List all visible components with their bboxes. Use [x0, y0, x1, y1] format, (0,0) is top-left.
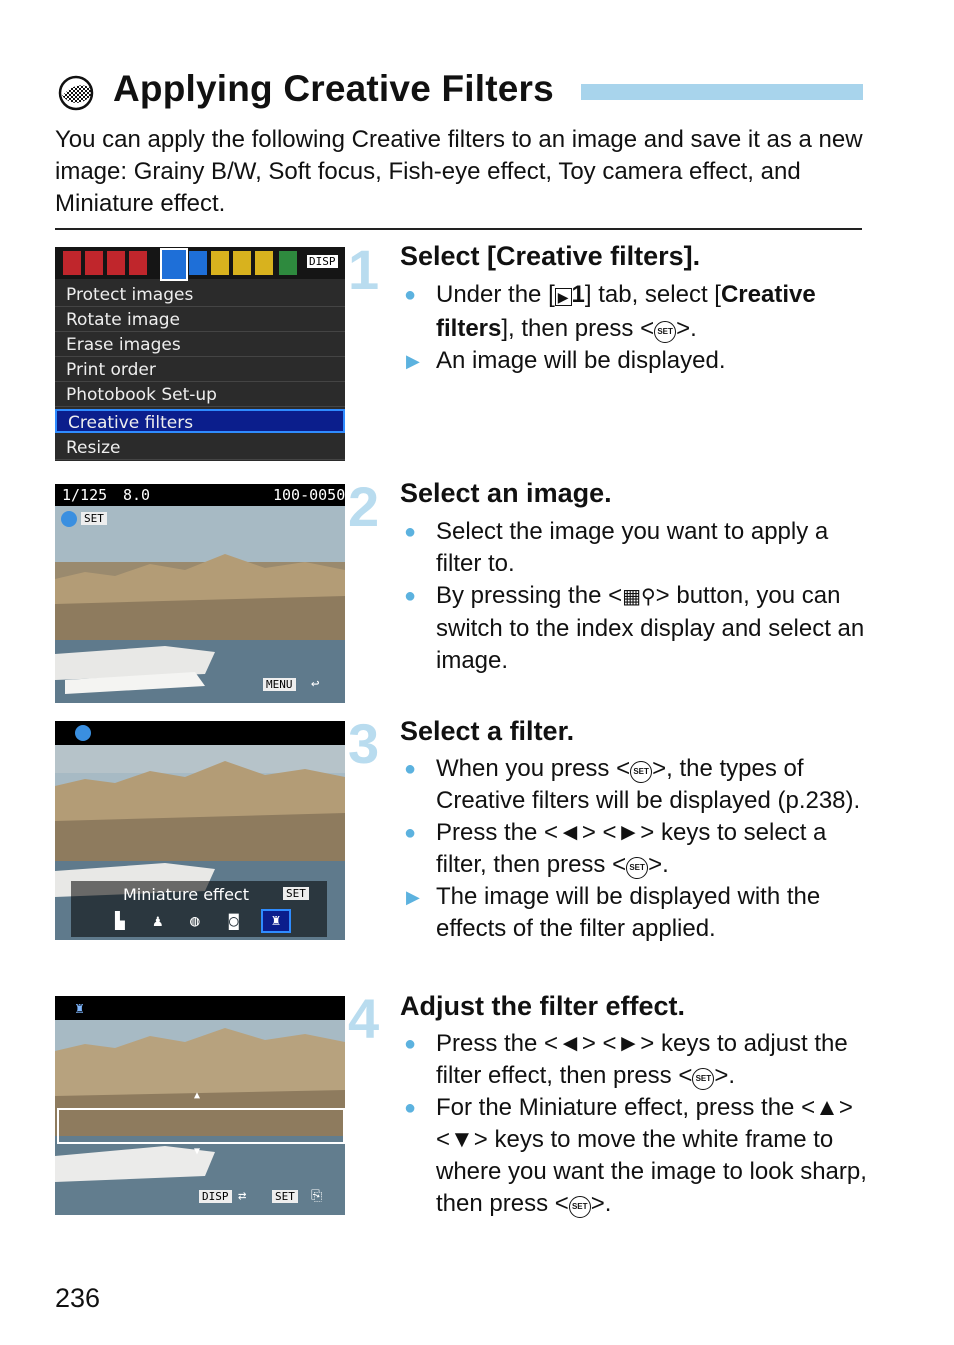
index-magnify-icon: ▦⚲ — [622, 586, 656, 608]
step-number: 3 — [348, 712, 380, 775]
list-item: ● Press the <◄> <►> keys to adjust the filter effect, then press < SET >. — [404, 1030, 848, 1089]
menu-item-protect-images: Protect images — [55, 283, 345, 307]
menu-item-rotate-image: Rotate image — [55, 308, 345, 332]
right-key-icon: ► — [616, 1030, 641, 1057]
list-item: ● Press the <◄> <►> keys to select a filter, then press < SET >. — [404, 819, 827, 878]
playback-tab-icon — [189, 251, 207, 275]
bullet-icon: ● — [404, 1033, 417, 1055]
disp-badge: DISP — [309, 255, 336, 268]
step-number: 4 — [348, 987, 380, 1050]
playback-icon: ▶ — [555, 288, 572, 306]
down-arrow-icon: ▼ — [194, 1146, 201, 1157]
page-title: Applying Creative Filters — [113, 68, 554, 109]
set-button-icon: SET — [626, 857, 648, 879]
page-number: 236 — [55, 1283, 101, 1313]
menu-item-erase-images: Erase images — [55, 333, 345, 357]
disp-badge: DISP — [199, 1190, 232, 1203]
grainy-bw-icon: ▙ — [115, 911, 125, 930]
file-number: 100-0050 — [273, 486, 345, 504]
my-menu-tab-icon — [279, 251, 297, 275]
setup-tab-icon — [233, 251, 251, 275]
toy-camera-icon: ◙ — [229, 911, 239, 930]
bullet-icon: ● — [404, 758, 417, 780]
step-bullets — [400, 279, 870, 377]
fish-eye-icon: ◍ — [190, 911, 200, 930]
miniature-icon: ♜ — [75, 999, 85, 1017]
soft-focus-icon: ♟ — [153, 911, 163, 930]
list-item: ● When you press < SET >, the types of Creative filters will be displayed (p.238). — [404, 755, 861, 814]
camera-menu-screen — [55, 247, 345, 461]
set-button-icon: SET — [654, 321, 676, 343]
list-item: ▶ The image will be displayed with the effects of the filter applied. — [406, 883, 821, 942]
list-item: ● Under the [ ▶ 1] tab, select [Creative filters], then press < SET >. — [404, 281, 816, 342]
step-bullets — [400, 753, 870, 945]
info-bar — [55, 996, 345, 1020]
left-key-icon: ◄ — [558, 1030, 582, 1057]
right-key-icon: ► — [616, 819, 641, 846]
step-title: Select a filter. — [400, 716, 575, 746]
shooting-tab-icon — [107, 251, 125, 275]
bullet-icon: ● — [404, 284, 417, 306]
down-key-icon: ▼ — [450, 1126, 474, 1153]
rotate-frame-icon: ⇄ — [238, 1188, 247, 1204]
page-header — [55, 64, 865, 114]
set-button-icon: SET — [692, 1068, 714, 1090]
filter-name: Miniature effect — [123, 885, 249, 904]
divider — [55, 228, 862, 230]
aperture-value: 8.0 — [123, 486, 151, 504]
miniature-icon: ♜ — [261, 909, 291, 933]
up-key-icon: ▲ — [815, 1094, 839, 1121]
set-button-icon: SET — [630, 761, 652, 783]
intro-paragraph: You can apply the following Creative filters to an image and save it as a new image: Grainy B/W, Soft focus, Fish-eye effect, Toy camera effect, and Miniature effect. — [55, 126, 863, 217]
filter-adjust-screen — [55, 996, 345, 1215]
save-icon: ⎘ — [311, 1188, 323, 1204]
title-accent-bar — [581, 84, 863, 100]
step-bullets — [400, 516, 870, 677]
list-item: ● Select the image you want to apply a filter to. — [404, 518, 829, 577]
bullet-icon: ● — [404, 521, 417, 543]
step-bullets — [400, 1028, 870, 1220]
shooting-tab-icon — [85, 251, 103, 275]
result-arrow-icon: ▶ — [406, 351, 420, 371]
creative-filter-icon — [61, 511, 77, 527]
filter-selection-screen — [55, 721, 345, 940]
menu-item-print-order: Print order — [55, 358, 345, 382]
shooting-tab-icon — [129, 251, 147, 275]
set-badge: SET — [81, 512, 107, 525]
bullet-icon: ● — [404, 585, 417, 607]
step-number: 2 — [348, 475, 380, 538]
creative-filter-icon — [57, 74, 95, 112]
info-bar — [55, 721, 345, 745]
menu-item-creative-filters: Creative filters — [55, 409, 345, 433]
return-icon: ↩ — [311, 676, 320, 692]
step-title: Adjust the filter effect. — [400, 991, 686, 1021]
shooting-tab-icon — [63, 251, 81, 275]
shutter-speed: 1/125 — [62, 486, 108, 504]
set-badge: SET — [283, 887, 309, 900]
playback-tab-icon — [160, 248, 188, 281]
bullet-icon: ● — [404, 822, 417, 844]
list-item: ● For the Miniature effect, press the <▲> <▼> keys to move the white frame to where you want the image to look sharp, then press < SET >. — [404, 1094, 867, 1217]
result-arrow-icon: ▶ — [406, 887, 420, 907]
list-item: ● By pressing the <▦⚲> button, you can switch to the index display and select an image. — [404, 582, 865, 674]
creative-filter-icon — [75, 725, 91, 741]
step-title: Select an image. — [400, 478, 612, 508]
setup-tab-icon — [255, 251, 273, 275]
miniature-photo — [55, 996, 345, 1215]
menu-item-resize: Resize — [55, 436, 345, 460]
menu-badge: MENU — [263, 678, 296, 691]
menu-item-photobook-setup: Photobook Set-up — [55, 383, 345, 407]
menu-tab-bar — [55, 247, 345, 279]
list-item: ▶ An image will be displayed. — [400, 345, 870, 377]
step-title: Select [Creative filters]. — [400, 241, 701, 271]
bullet-icon: ● — [404, 1097, 417, 1119]
up-arrow-icon: ▲ — [194, 1090, 201, 1101]
set-badge: SET — [272, 1190, 298, 1203]
setup-tab-icon — [211, 251, 229, 275]
step-number: 1 — [348, 238, 380, 301]
sharp-area-frame — [57, 1108, 345, 1144]
set-button-icon: SET — [569, 1196, 591, 1218]
left-key-icon: ◄ — [558, 819, 582, 846]
image-selection-screen — [55, 484, 345, 703]
